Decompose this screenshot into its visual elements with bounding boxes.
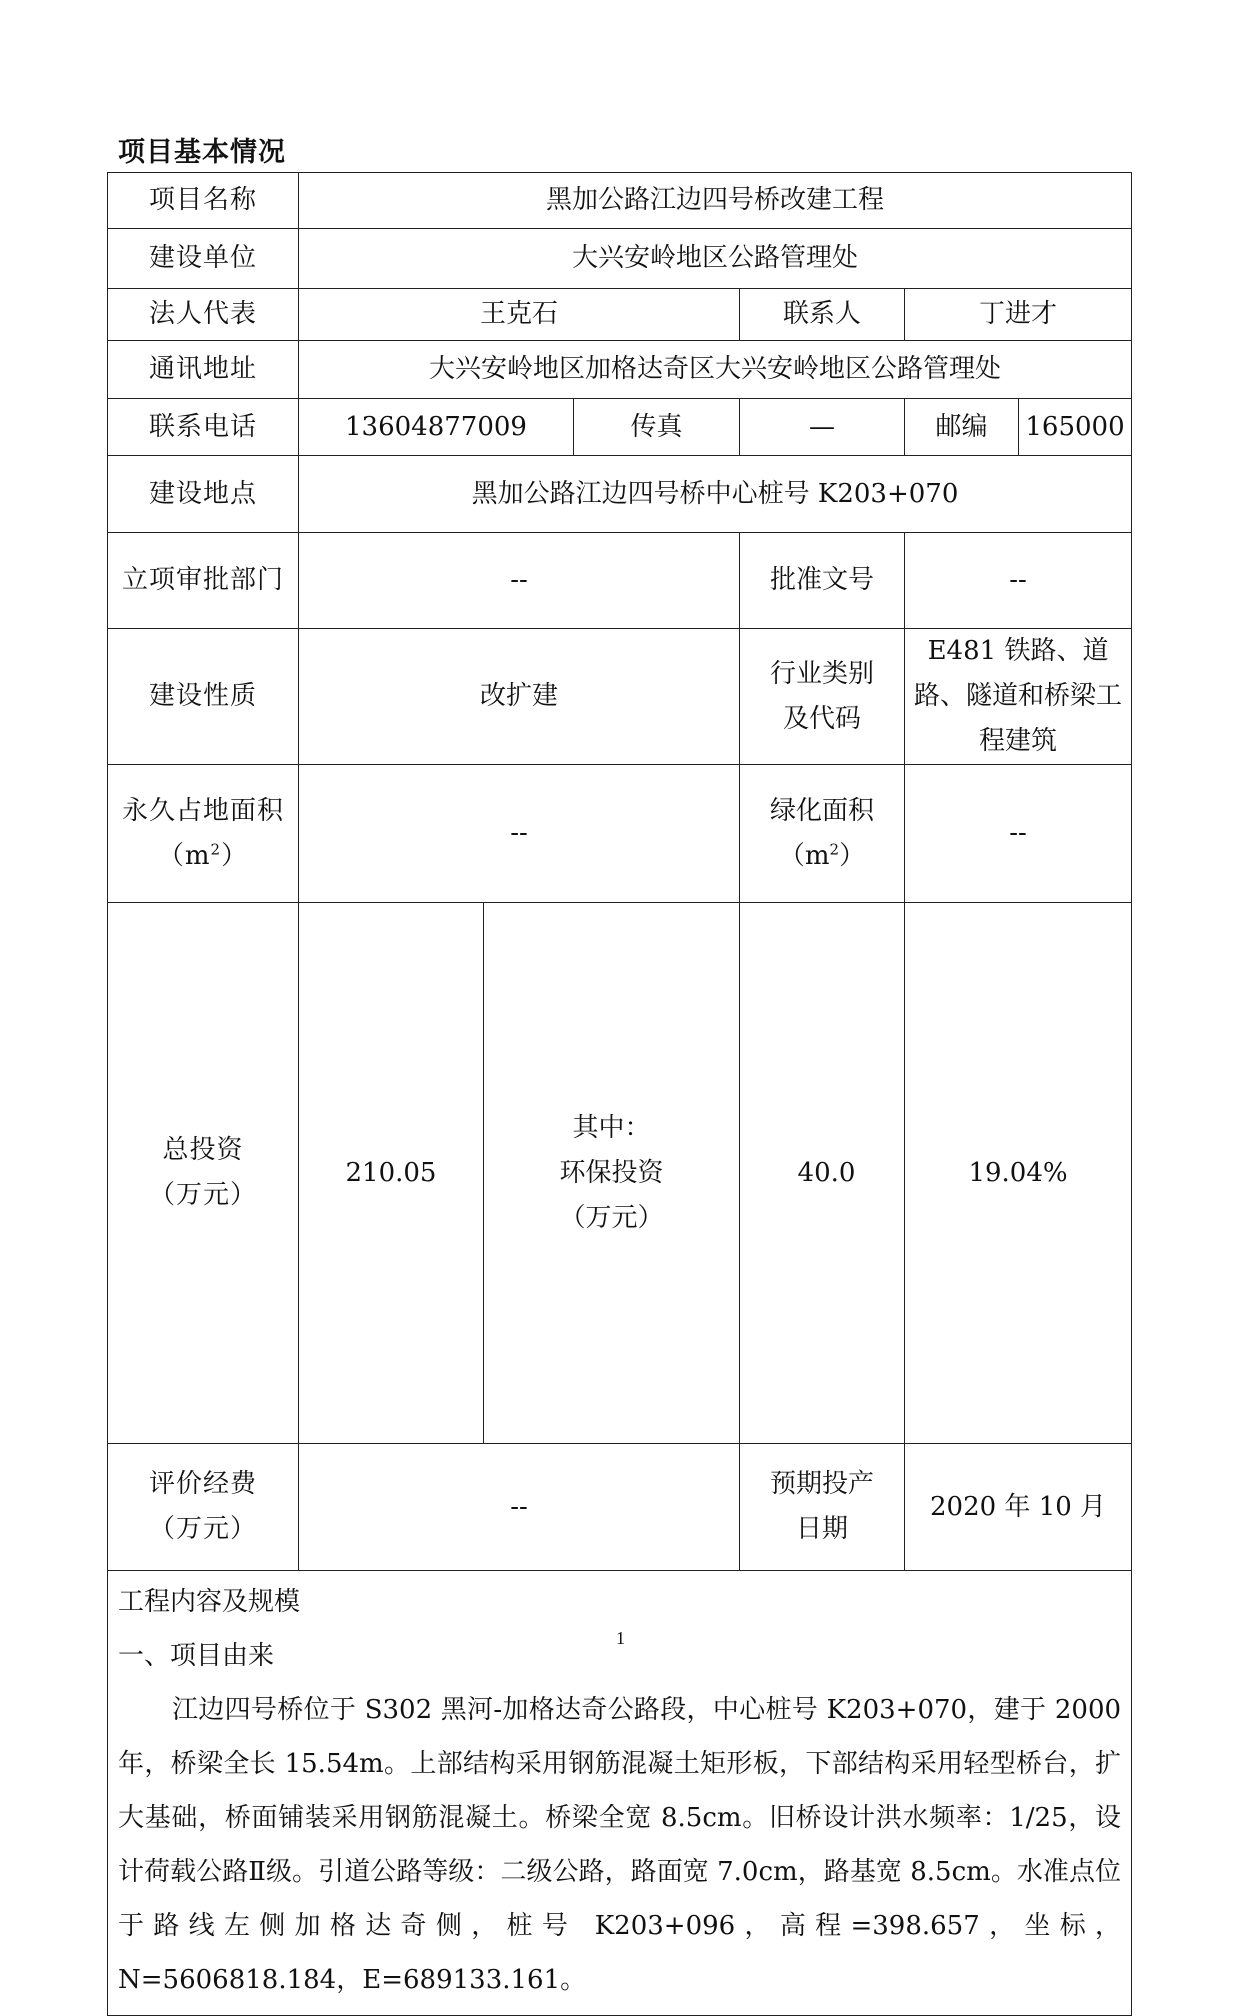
value-green: -- <box>905 765 1132 903</box>
value-env-invest: 40.0 <box>740 903 905 1443</box>
section-heading: 项目基本情况 <box>118 137 286 168</box>
label-nature: 建设性质 <box>108 629 299 765</box>
label-land: 永久占地面积 <box>122 795 285 826</box>
value-phone: 13604877009 <box>299 399 574 456</box>
value-builder: 大兴安岭地区公路管理处 <box>299 229 1132 289</box>
label-address: 通讯地址 <box>108 341 299 399</box>
label-env-invest-2: 环保投资 <box>559 1157 664 1188</box>
label-fee-unit: （万元） <box>148 1514 257 1544</box>
env-value-subtable <box>740 903 905 1443</box>
label-env-invest-3: （万元） <box>559 1202 664 1233</box>
label-builder: 建设单位 <box>108 229 299 289</box>
value-legal-rep: 王克石 <box>299 289 740 341</box>
label-land-unit: $(m^2)$ <box>157 839 249 871</box>
value-zip: 165000 <box>1025 411 1125 442</box>
value-investment: 210.05 <box>299 903 484 1444</box>
label-approval: 立项审批部门 <box>108 533 299 629</box>
content-paragraph: 江边四号桥位于 S302 黑河-加格达奇公路段，中心桩号 K203+070，建于 2000 年，桥梁全长 15.54m。上部结构采用钢筋混凝土矩形板，下部结构采用轻型桥台，扩大基础，桥面铺装采用钢筋混凝土。桥梁全宽 8.5cm。旧桥设计洪水频率：1/25，设计荷载公路Ⅱ级。引道公路等级：二级公路，路面宽 7.0cm，路基宽 8.5cm。水准点位于路线左侧加格达奇侧，桩号 K203+096，高程=398.657，坐标，N=5606818.184，E=689133.161。 <box>118 1695 1122 1995</box>
label-approval-doc: 批准文号 <box>740 533 905 629</box>
value-fax: — <box>740 399 905 456</box>
label-green-unit: $(m^2)$ <box>778 839 866 871</box>
value-project-name: 黑加公路江边四号桥改建工程 <box>299 173 1132 229</box>
label-green: 绿化面积 <box>769 795 874 826</box>
row-phone <box>108 399 1132 456</box>
label-zip: 邮编 <box>905 399 1019 455</box>
row-nature <box>108 629 1132 765</box>
content-section-1: 一、项目由来 <box>118 1641 275 1671</box>
value-land: -- <box>299 765 740 903</box>
value-address: 大兴安岭地区加格达奇区大兴安岭地区公路管理处 <box>299 341 1132 399</box>
row-fee <box>108 1444 1132 1571</box>
value-fee: -- <box>299 1444 740 1571</box>
content-title: 工程内容及规模 <box>118 1587 301 1617</box>
label-investment: 总投资 <box>162 1135 244 1165</box>
label-production-date: 预期投产日期 <box>740 1444 905 1571</box>
value-nature: 改扩建 <box>299 629 740 765</box>
label-fee: 评价经费 <box>148 1469 257 1499</box>
value-env-ratio: 19.04% <box>968 1157 1068 1188</box>
label-contact: 联系人 <box>740 289 905 341</box>
row-land <box>108 765 1132 903</box>
value-approval-doc: -- <box>905 533 1132 629</box>
row-builder <box>108 229 1132 289</box>
row-approval <box>108 533 1132 629</box>
label-env-invest-1: 其中： <box>572 1112 651 1143</box>
label-project-name: 项目名称 <box>108 173 299 229</box>
label-location: 建设地点 <box>108 456 299 533</box>
page-number: 1 <box>616 1628 625 1648</box>
value-location: 黑加公路江边四号桥中心桩号 K203+070 <box>299 456 1132 533</box>
value-production-date: 2020 年 10 月 <box>905 1444 1132 1571</box>
label-phone: 联系电话 <box>108 399 299 456</box>
label-investment-unit: （万元） <box>148 1180 257 1210</box>
label-legal-rep: 法人代表 <box>108 289 299 341</box>
value-approval: -- <box>299 533 740 629</box>
zip-subtable <box>905 399 1131 455</box>
row-project-name <box>108 173 1132 229</box>
ratio-value-subtable <box>905 1093 1131 1254</box>
row-location <box>108 456 1132 533</box>
label-industry: 行业类别及代码 <box>740 629 905 765</box>
value-contact: 丁进才 <box>905 289 1132 341</box>
row-investment <box>108 903 1132 1444</box>
row-address <box>108 341 1132 399</box>
label-fax: 传真 <box>574 399 740 456</box>
project-info-table <box>107 172 1132 2016</box>
row-legal-rep <box>108 289 1132 341</box>
value-industry: E481 铁路、道路、隧道和桥梁工程建筑 <box>905 629 1132 765</box>
